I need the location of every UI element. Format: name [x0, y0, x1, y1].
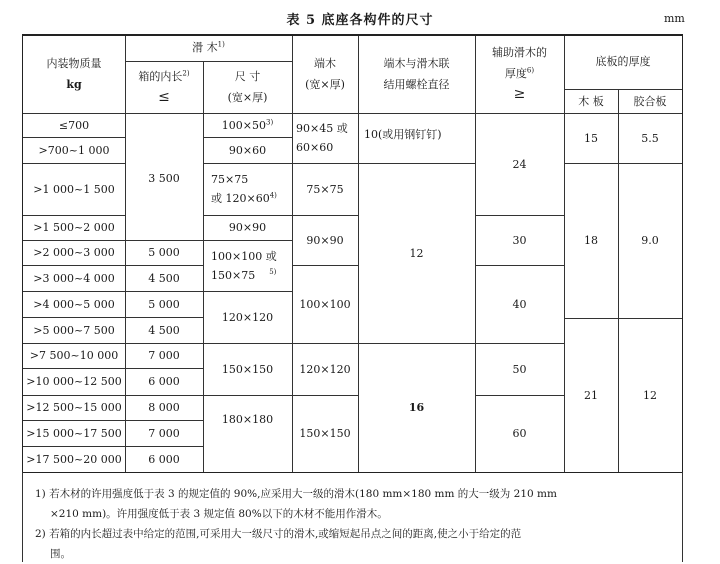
- header-inner-length-label: 箱的内长: [138, 70, 183, 83]
- table-row-mass: >4 000~5 000: [22, 291, 126, 318]
- header-end-timber-sub: (宽×厚): [305, 77, 345, 91]
- wood-board-cell: 21: [564, 318, 619, 473]
- unit-label: mm: [664, 12, 685, 25]
- header-size: [203, 61, 293, 114]
- header-size-sub: (宽×厚): [227, 91, 268, 104]
- footnote-ref: 2): [182, 69, 190, 78]
- inner-length-cell: 8 000: [125, 395, 204, 421]
- inner-length-cell: 6 000: [125, 368, 204, 396]
- header-aux-skid: [475, 34, 565, 114]
- skid-size-cell: 75×75 或 $120\times 60^{4)}$: [203, 163, 293, 216]
- skid-size-cell: 90×90: [203, 215, 293, 241]
- header-bolt-label: 端木与滑木联: [383, 56, 450, 70]
- end-timber-cell: 120×120: [292, 343, 359, 396]
- footnote-ref: 3): [266, 117, 274, 126]
- table-row-mass: >17 500~20 000: [22, 446, 126, 473]
- table-row-mass: >1 500~2 000: [22, 215, 126, 241]
- aux-skid-cell: 24: [475, 113, 565, 216]
- header-mass-unit: kg: [66, 77, 82, 91]
- footnote-ref: 4): [269, 191, 277, 200]
- header-end-timber-label: 端木: [314, 56, 336, 70]
- header-aux-skid-symbol: ≥: [513, 86, 526, 102]
- inner-length-cell: 4 500: [125, 317, 204, 344]
- header-aux-skid-label: 辅助滑木的: [492, 46, 547, 59]
- skid-size-cell: 180×180: [203, 395, 293, 473]
- header-plywood-label: 胶合板: [633, 94, 667, 108]
- bolt-cell: 10(或用钢钉钉): [358, 113, 476, 164]
- table-row-mass: >3 000~4 000: [22, 265, 126, 292]
- wood-board-cell: 18: [564, 163, 619, 319]
- header-mass: [22, 34, 126, 114]
- plywood-cell: 12: [618, 318, 683, 473]
- inner-length-cell: 5 000: [125, 291, 204, 318]
- skid-size-cell: 150×150: [203, 343, 293, 396]
- header-aux-skid-sub: 厚度: [504, 67, 527, 80]
- header-skid-group: [125, 34, 293, 62]
- note-2-line-2: 围。: [50, 548, 71, 560]
- aux-skid-cell: 40: [475, 265, 565, 344]
- end-timber-cell: 100×100: [292, 265, 359, 344]
- inner-length-cell: 4 500: [125, 265, 204, 292]
- table-row-mass: ≤700: [22, 113, 126, 138]
- inner-length-cell: 3 500: [125, 113, 204, 241]
- header-mass-label: 内装物质量: [46, 56, 102, 70]
- table-row-mass: >15 000~17 500: [22, 420, 126, 447]
- header-base-thickness-label: 底板的厚度: [595, 55, 651, 68]
- plywood-cell: 5.5: [618, 113, 683, 164]
- bolt-cell: 12: [358, 163, 476, 344]
- header-base-thickness: [564, 34, 683, 90]
- footnote-ref: 5): [269, 267, 277, 276]
- header-bolt: [358, 34, 476, 114]
- header-skid-label: 滑 木: [192, 41, 218, 54]
- header-inner-length-symbol: ≤: [158, 89, 170, 105]
- header-wood-board-label: 木 板: [578, 94, 604, 108]
- header-wood-board: [564, 89, 619, 114]
- aux-skid-cell: 50: [475, 343, 565, 396]
- skid-size-cell: 90×60: [203, 137, 293, 164]
- header-size-label: 尺 寸: [234, 70, 261, 83]
- wood-board-cell: 15: [564, 113, 619, 164]
- header-inner-length: [125, 61, 204, 114]
- table-title: 表 5 底座各构件的尺寸: [286, 13, 434, 28]
- end-timber-cell: 150×150: [292, 395, 359, 473]
- table-row-mass: >10 000~12 500: [22, 368, 126, 396]
- end-timber-cell: 75×75: [292, 163, 359, 216]
- inner-length-cell: 6 000: [125, 446, 204, 473]
- skid-size-cell: 120×120: [203, 291, 293, 344]
- footnote-ref: 1): [217, 40, 225, 49]
- aux-skid-cell: 60: [475, 395, 565, 473]
- end-timber-cell: 90×90: [292, 215, 359, 266]
- inner-length-cell: 7 000: [125, 420, 204, 447]
- table-row-mass: >5 000~7 500: [22, 317, 126, 344]
- table-row-mass: >12 500~15 000: [22, 395, 126, 421]
- inner-length-cell: 5 000: [125, 240, 204, 266]
- skid-size-cell: 100×100 或 150×75 $^{5)}$: [203, 240, 293, 292]
- header-bolt-sub: 结用螺栓直径: [383, 77, 450, 91]
- table-row-mass: >1 000~1 500: [22, 163, 126, 216]
- footnote-ref: 6): [526, 66, 535, 75]
- inner-length-cell: 7 000: [125, 343, 204, 369]
- end-timber-cell: 90×45 或 60×60: [292, 113, 359, 164]
- aux-skid-cell: 30: [475, 215, 565, 266]
- header-plywood: [618, 89, 683, 114]
- table-row-mass: >7 500~10 000: [22, 343, 126, 369]
- note-2-line-1: 2) 若箱的内长超过表中给定的范围,可采用大一级尺寸的滑木,或缩短起吊点之间的距离,使之小于给定的范: [35, 528, 522, 540]
- skid-size-cell: $100\times 50^{3)}$: [203, 113, 293, 138]
- note-1-line-1: 1) 若木材的许用强度低于表 3 的规定值的 90%,应采用大一级的滑木(180 mm×180 mm 的大一级为 210 mm: [35, 488, 557, 500]
- bolt-cell: 16: [358, 343, 476, 473]
- table-row-mass: >2 000~3 000: [22, 240, 126, 266]
- header-end-timber: [292, 34, 359, 114]
- note-1-line-2: ×210 mm)。许用强度低于表 3 规定值 80%以下的木材不能用作滑木。: [50, 508, 388, 520]
- table-row-mass: >700~1 000: [22, 137, 126, 164]
- plywood-cell: 9.0: [618, 163, 683, 319]
